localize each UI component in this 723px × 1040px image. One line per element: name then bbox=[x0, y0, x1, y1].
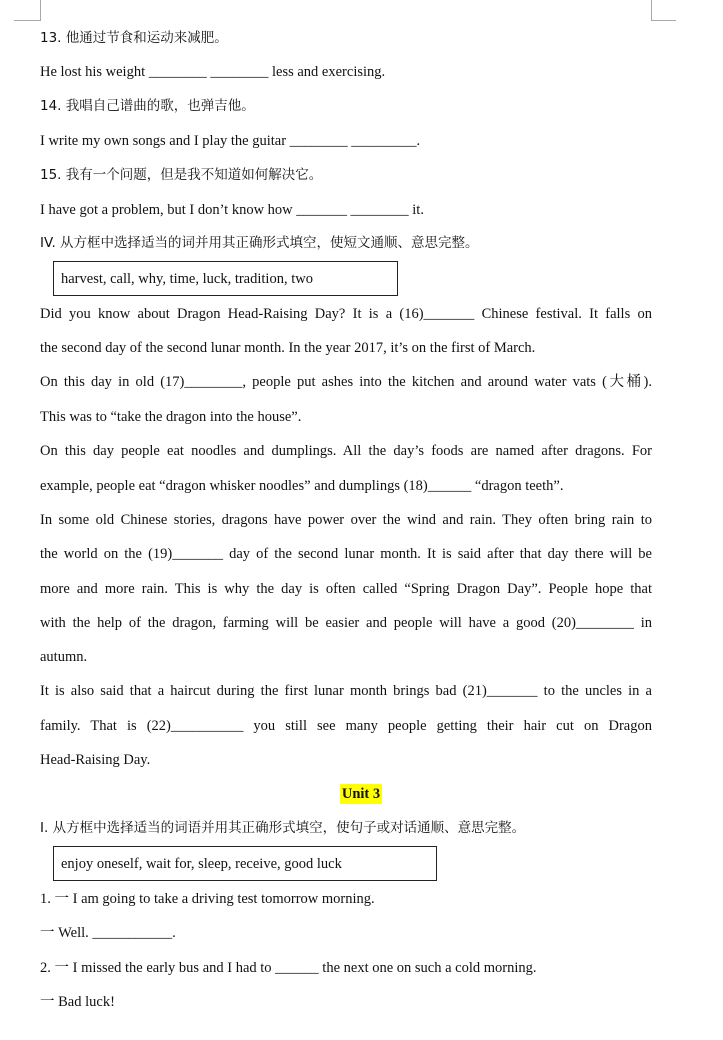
dialogue-line: 一 Well. ___________. bbox=[40, 925, 176, 941]
passage-line: On this day in old (17)________, people put ashes into the kitchen and around water vats (大桶). bbox=[40, 374, 652, 390]
passage-line: more and more rain. This is why the day is often called “Spring Dragon Day”. People hope that bbox=[40, 581, 652, 597]
question-15-english: I have got a problem, but I don’t know how _______ ________ it. bbox=[40, 202, 424, 218]
page-corner-mark-right bbox=[651, 0, 676, 21]
question-13-chinese: 13. 他通过节食和运动来减肥。 bbox=[40, 30, 228, 46]
word-box-section-iv bbox=[53, 261, 398, 296]
question-15-chinese: 15. 我有一个问题，但是我不知道如何解决它。 bbox=[40, 167, 323, 183]
section-iv-heading: IV. 从方框中选择适当的词并用其正确形式填空，使短文通顺、意思完整。 bbox=[40, 235, 479, 251]
passage-line: This was to “take the dragon into the house”. bbox=[40, 409, 302, 425]
passage-line: family. That is (22)__________ you still see many people getting their hair cut on Dragon bbox=[40, 718, 652, 734]
word-box-text: enjoy oneself, wait for, sleep, receive, good luck bbox=[61, 855, 342, 872]
dialogue-line: 2. 一 I missed the early bus and I had to ______ the next one on such a cold morning. bbox=[40, 960, 537, 976]
word-box-text: harvest, call, why, time, luck, tradition, two bbox=[61, 270, 313, 287]
passage-line: Head-Raising Day. bbox=[40, 752, 151, 768]
dialogue-line: 1. 一 I am going to take a driving test tomorrow morning. bbox=[40, 891, 375, 907]
question-14-english: I write my own songs and I play the guitar ________ _________. bbox=[40, 133, 421, 149]
unit3-section-i-heading: I. 从方框中选择适当的词语并用其正确形式填空，使句子或对话通顺、意思完整。 bbox=[40, 820, 526, 836]
passage-line: example, people eat “dragon whisker noodles” and dumplings (18)______ “dragon teeth”. bbox=[40, 478, 564, 494]
word-box-unit3 bbox=[53, 846, 437, 881]
question-13-english: He lost his weight ________ ________ less and exercising. bbox=[40, 64, 386, 80]
unit-title: Unit 3 bbox=[341, 786, 381, 802]
passage-line: autumn. bbox=[40, 649, 88, 665]
passage-line: On this day people eat noodles and dumplings. All the day’s foods are named after dragons. For bbox=[40, 443, 652, 459]
question-14-chinese: 14. 我唱自己谱曲的歌，也弹吉他。 bbox=[40, 98, 255, 114]
passage-line: It is also said that a haircut during the first lunar month brings bad (21)_______ to the uncles in a bbox=[40, 683, 652, 699]
passage-line: In some old Chinese stories, dragons have power over the wind and rain. They often bring rain to bbox=[40, 512, 652, 528]
page-corner-mark-left bbox=[14, 0, 41, 21]
passage-line: Did you know about Dragon Head-Raising Day? It is a (16)_______ Chinese festival. It falls on bbox=[40, 306, 652, 322]
dialogue-line: 一 Bad luck! bbox=[40, 994, 115, 1010]
passage-line: with the help of the dragon, farming will be easier and people will have a good (20)________ in bbox=[40, 615, 652, 631]
passage-line: the second day of the second lunar month. In the year 2017, it’s on the first of March. bbox=[40, 340, 536, 356]
passage-line: the world on the (19)_______ day of the second lunar month. It is said after that day there will be bbox=[40, 546, 652, 562]
